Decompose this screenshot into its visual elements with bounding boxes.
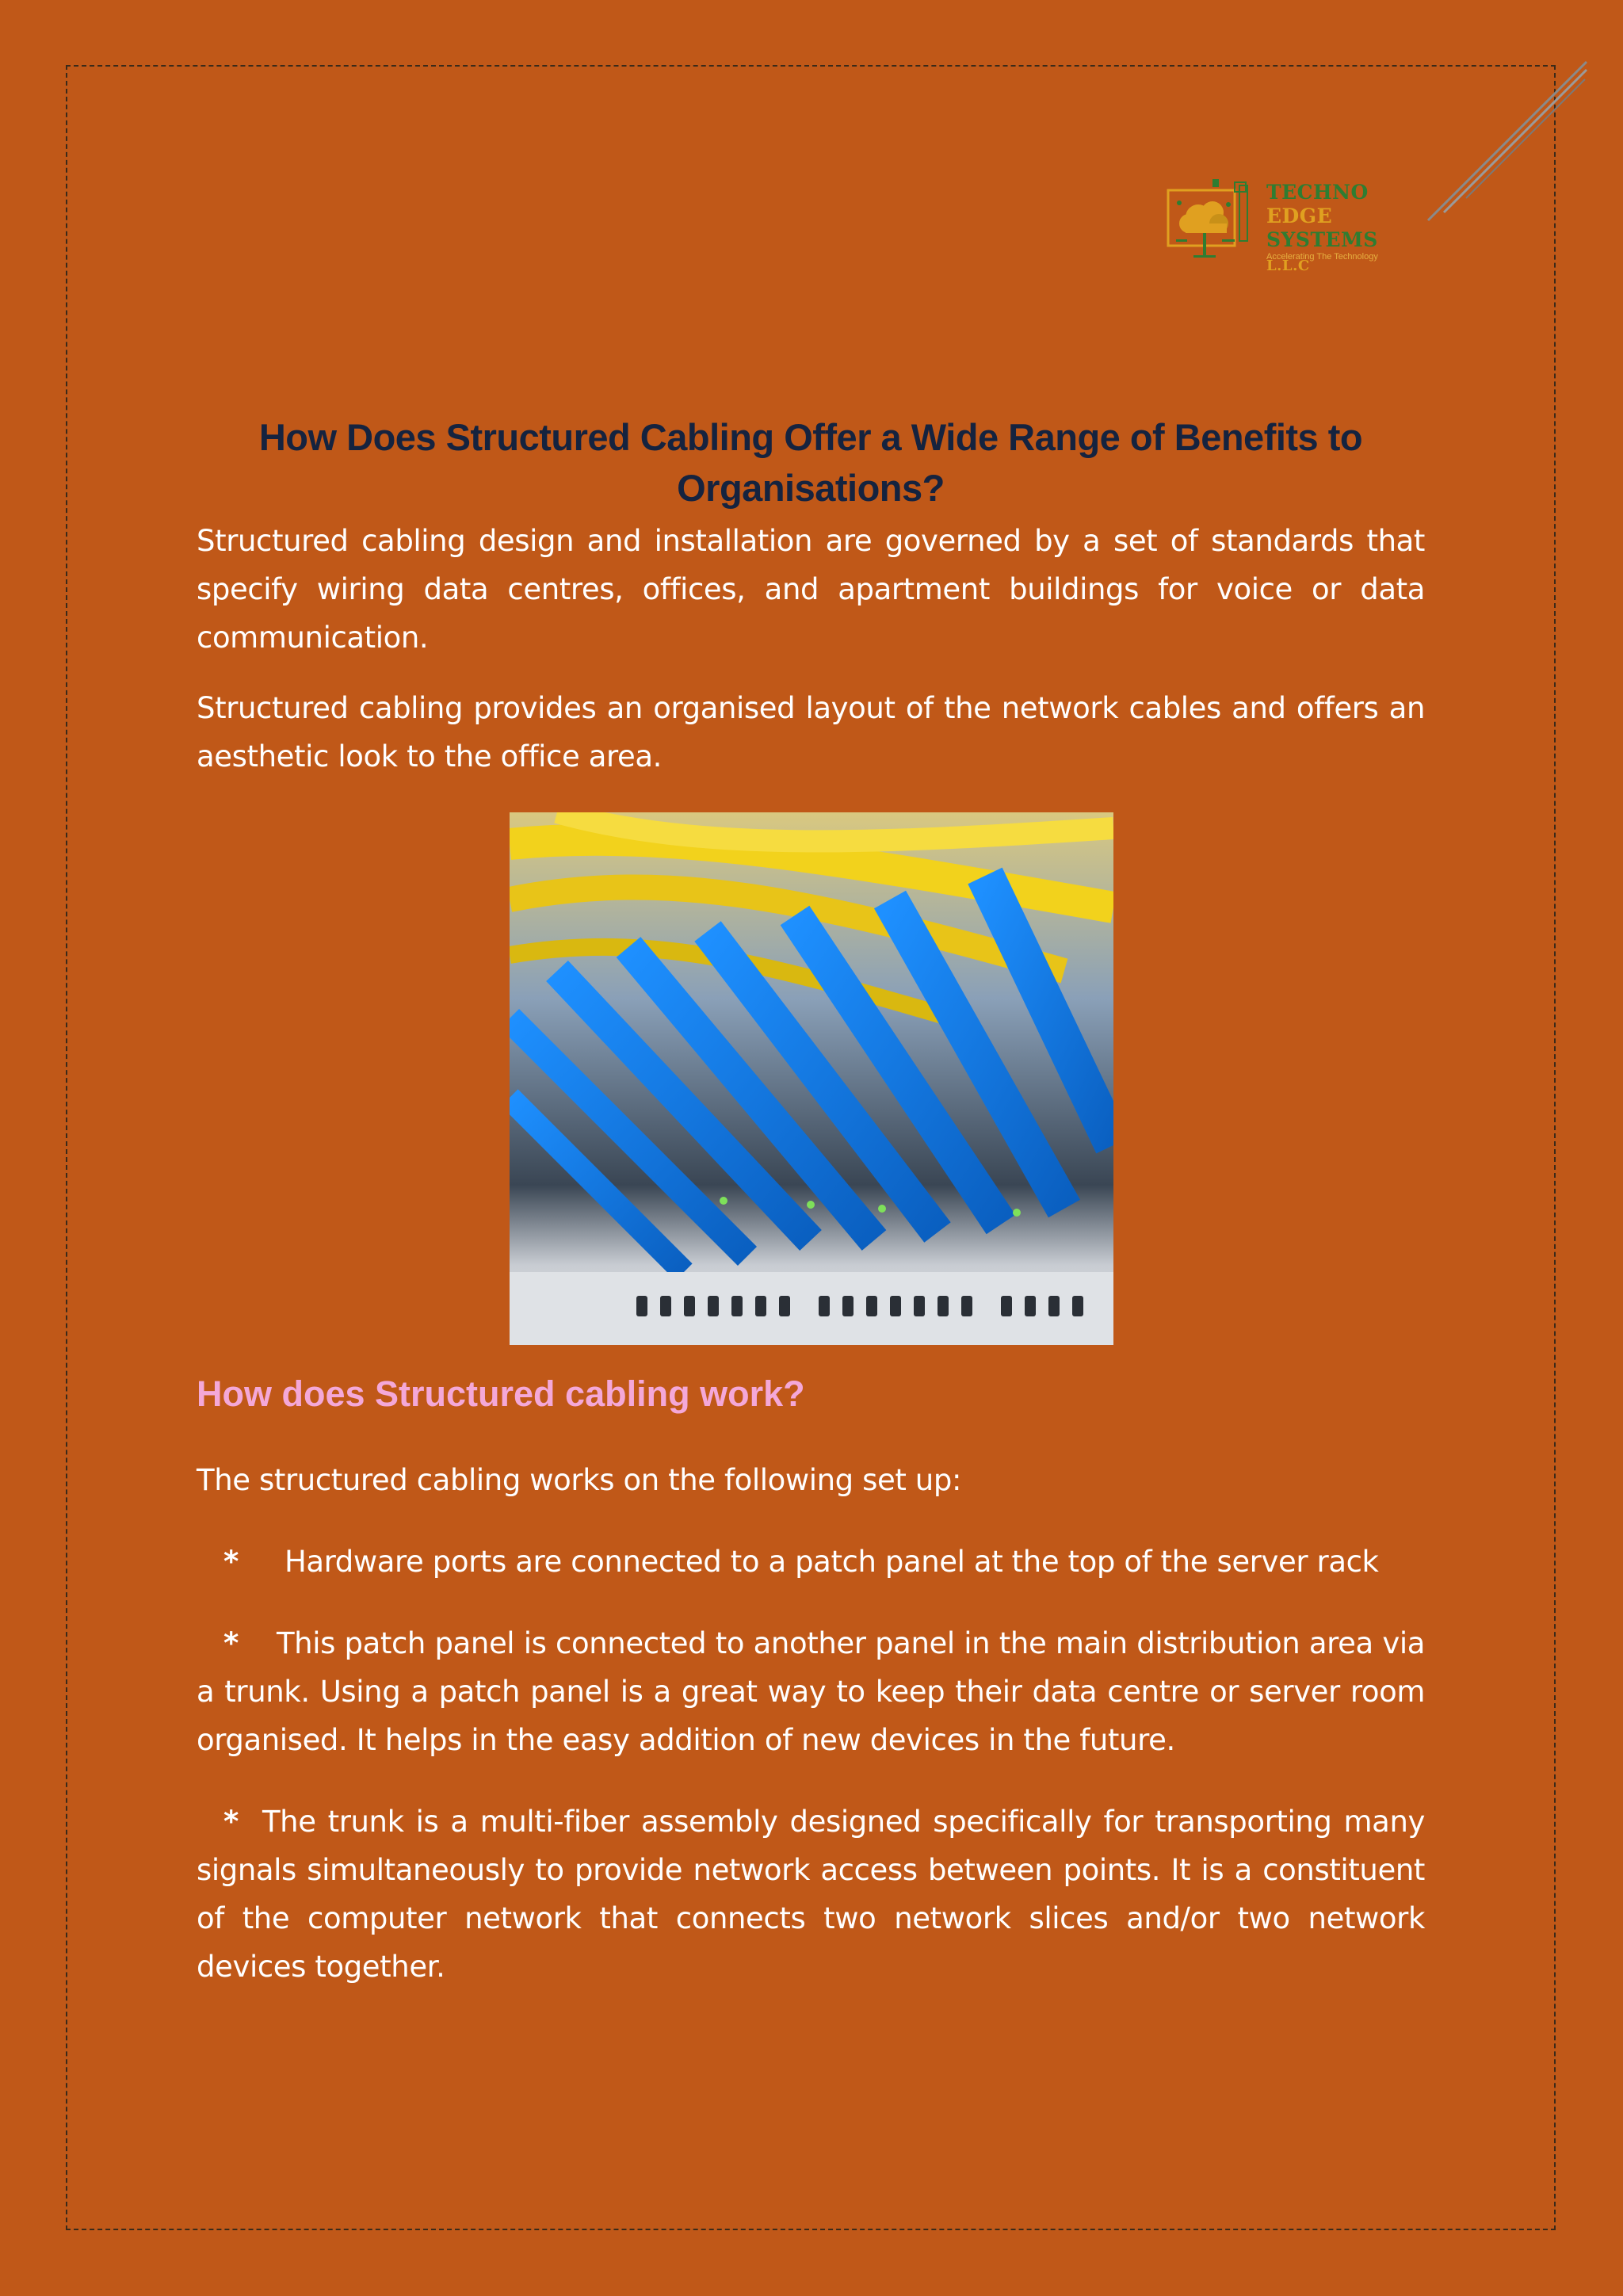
network-cables-photo	[510, 812, 1113, 1345]
intro-paragraph-2: Structured cabling provides an organised layout of the network cables and offers an aesthetic look to the office area.	[197, 691, 1425, 774]
bullet-marker: *	[223, 1805, 239, 1839]
bullet-text: The trunk is a multi-fiber assembly designed specifically for transporting many signals simultaneously to provide network access between points. It is a constituent of the computer network that connects two network slices and/or two network devices together.	[197, 1805, 1425, 1984]
bullet-text: This patch panel is connected to another panel in the main distribution area via a trunk. Using a patch panel is a great way to keep their data centre or server room organised. It helps in the easy addition of new devices in the future.	[197, 1626, 1425, 1757]
company-logo	[1165, 176, 1426, 274]
list-item	[197, 1538, 1425, 1586]
document-body	[197, 412, 1425, 1991]
bullet-marker: *	[223, 1626, 239, 1660]
setup-intro: The structured cabling works on the following set up:	[197, 1463, 962, 1497]
logo-systems-text: SYSTEMS	[1266, 228, 1378, 251]
intro-paragraph-1: Structured cabling design and installation are governed by a set of standards that specify wiring data centres, offices, and apartment buildings for voice or data communication.	[197, 524, 1425, 655]
logo-tagline: Accelerating The Technology	[1266, 252, 1378, 262]
logo-wordmark	[1266, 181, 1426, 278]
list-item	[197, 1797, 1425, 1991]
logo-llc: L.L.C	[1266, 258, 1310, 274]
bullet-marker: *	[223, 1545, 239, 1579]
page-title: How Does Structured Cabling Offer a Wide Range of Benefits to Organisations?	[258, 416, 1363, 509]
logo-line-techno: TECHNO	[1266, 181, 1369, 204]
logo-line-edge: EDGE	[1266, 204, 1333, 227]
list-item	[197, 1619, 1425, 1764]
section-heading: How does Structured cabling work?	[197, 1373, 805, 1414]
bullet-text: Hardware ports are connected to a patch panel at the top of the server rack	[284, 1545, 1379, 1579]
corner-decoration-lines	[1419, 55, 1593, 230]
cloud-tree-logo-icon	[1165, 176, 1264, 263]
